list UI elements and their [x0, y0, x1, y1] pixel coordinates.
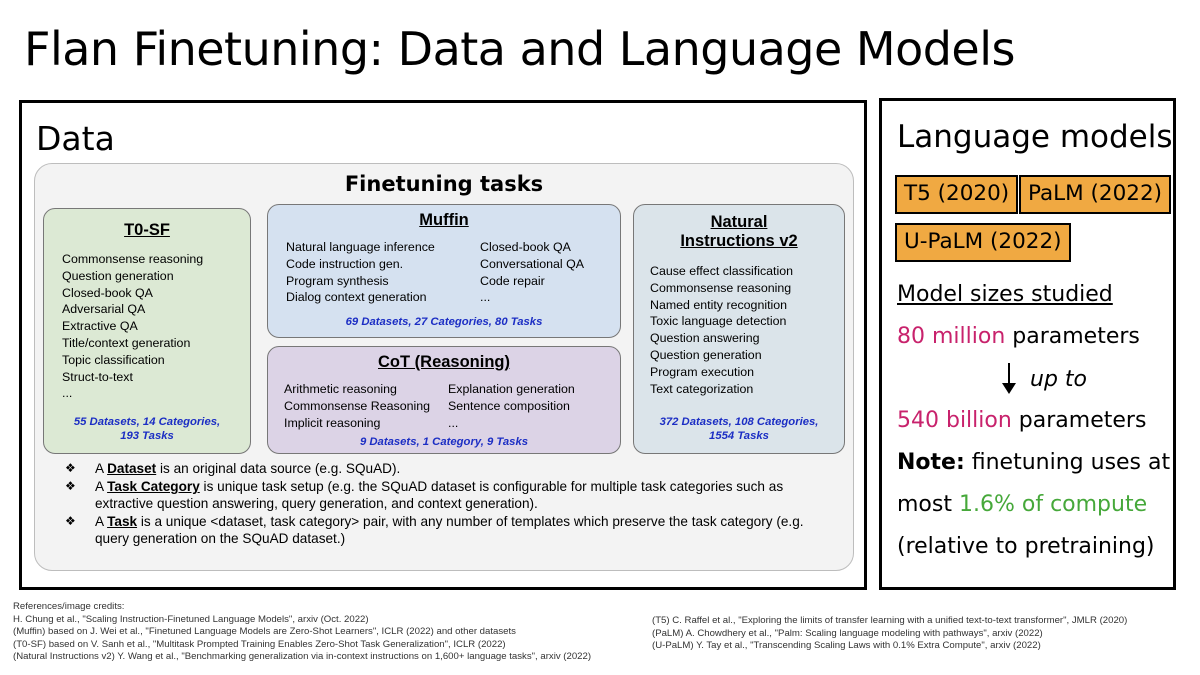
ni-title — [634, 213, 844, 251]
definitions-list — [65, 460, 825, 548]
reference-item: (T5) C. Raffel et al., "Exploring the limits of transfer learning with a unified text-to-text transformer", JMLR (2020) — [652, 615, 1128, 626]
definition-item — [65, 460, 825, 477]
t0sf-title: T0-SF — [124, 221, 170, 239]
ni-title-line2: Instructions v2 — [680, 232, 798, 250]
definition-term: Dataset — [107, 461, 157, 476]
list-item: Extractive QA — [62, 319, 138, 334]
note-line-3: (relative to pretraining) — [897, 534, 1155, 559]
natural-instructions-card — [633, 204, 845, 454]
reference-item: (U-PaLM) Y. Tay et al., "Transcending Scaling Laws with 0.1% Extra Compute", arxiv (2022) — [652, 640, 1041, 652]
data-panel — [19, 100, 867, 590]
list-item: Named entity recognition — [650, 297, 788, 312]
reference-item: (Muffin) based on J. Wei et al., "Finetuned Language Models are Zero-Shot Learners", ICLR (2022) and other datasets — [13, 626, 516, 638]
list-item: Question generation — [650, 347, 762, 362]
ni-footer-line2: 1554 Tasks — [709, 430, 769, 442]
definition-prefix: A — [95, 514, 108, 529]
reference-item: (PaLM) A. Chowdhery et al., "Palm: Scaling language modeling with pathways", arxiv (2022) — [652, 627, 1043, 639]
list-item: Conversational QA — [480, 256, 584, 271]
t0sf-footer — [44, 415, 250, 443]
list-item: Topic classification — [62, 352, 165, 367]
cot-card — [267, 346, 621, 454]
list-item: Question generation — [62, 268, 174, 283]
definition-item — [65, 513, 825, 547]
max-size-suffix: parameters — [1011, 408, 1147, 433]
definition-term: Task — [107, 514, 138, 529]
ni-footer — [634, 415, 844, 443]
muffin-title: Muffin — [419, 211, 469, 229]
up-to-label: up to — [1030, 367, 1087, 392]
list-item: Code repair — [480, 273, 545, 288]
diamond-bullet-icon: ❖ — [65, 514, 76, 528]
muffin-footer: 69 Datasets, 27 Categories, 80 Tasks — [345, 316, 543, 328]
t0sf-card — [43, 208, 251, 454]
definition-term: Task Category — [107, 479, 200, 494]
note-line-2 — [897, 491, 1147, 519]
list-item: Toxic language detection — [650, 314, 787, 329]
note-label: Note: — [897, 450, 965, 475]
definition-item — [65, 478, 825, 512]
diamond-bullet-icon: ❖ — [65, 461, 76, 475]
list-item: Natural language inference — [286, 240, 435, 254]
list-item: ... — [480, 290, 491, 305]
muffin-list-right — [480, 239, 584, 306]
list-item: ... — [62, 386, 73, 401]
list-item: Adversarial QA — [62, 302, 146, 317]
muffin-card — [267, 204, 621, 338]
cot-title: CoT (Reasoning) — [378, 353, 510, 371]
list-item: Commonsense reasoning — [650, 280, 792, 295]
t0sf-footer-line1: 55 Datasets, 14 Categories, — [73, 416, 221, 428]
slide-title: Flan Finetuning: Data and Language Models — [24, 22, 1015, 76]
data-heading: Data — [36, 119, 115, 158]
cot-list-left — [284, 381, 430, 431]
references-left — [13, 601, 591, 664]
list-item: Program synthesis — [286, 273, 389, 288]
list-item: Explanation generation — [448, 382, 575, 396]
max-size-value: 540 billion — [897, 408, 1012, 433]
cot-footer: 9 Datasets, 1 Category, 9 Tasks — [359, 436, 529, 448]
list-item: Code instruction gen. — [286, 256, 404, 271]
model-sizes-heading: Model sizes studied — [897, 282, 1113, 307]
t0sf-footer-line2: 193 Tasks — [120, 430, 174, 442]
list-item: Text categorization — [650, 381, 754, 396]
model-badge-palm: PaLM (2022) — [1019, 175, 1171, 214]
list-item: ... — [448, 415, 459, 430]
min-size-line — [897, 323, 1140, 351]
muffin-list-left — [286, 239, 435, 306]
list-item: Commonsense Reasoning — [284, 398, 431, 413]
language-models-heading: Language models — [897, 119, 1173, 155]
finetuning-tasks-title: Finetuning tasks — [344, 172, 544, 196]
cot-list-right — [448, 381, 575, 431]
definition-text: is a unique <dataset, task category> pair, with any number of templates which preserve the task category (e.g. query generation on the SQuAD dataset.) — [95, 514, 804, 546]
definition-text: is an original data source (e.g. SQuAD). — [156, 461, 401, 476]
list-item: Question answering — [650, 331, 760, 346]
min-size-value: 80 million — [897, 324, 1006, 349]
model-badge-upalm: U-PaLM (2022) — [895, 223, 1071, 262]
note-text-2: most — [897, 492, 959, 517]
definition-prefix: A — [95, 479, 108, 494]
list-item: Arithmetic reasoning — [284, 382, 397, 396]
reference-item: (Natural Instructions v2) Y. Wang et al., "Benchmarking generalization via in-context instructions on 1,600+ language tasks", arxiv (2022) — [13, 651, 592, 663]
definition-text: is unique task setup (e.g. the SQuAD dataset is configurable for multiple task categories such as extractive question answering, query generation, and context generation). — [95, 479, 784, 511]
diamond-bullet-icon: ❖ — [65, 479, 76, 493]
ni-list — [650, 263, 793, 397]
max-size-line — [897, 407, 1146, 435]
ni-footer-line1: 372 Datasets, 108 Categories, — [659, 416, 819, 428]
list-item: Title/context generation — [62, 335, 191, 350]
list-item: Struct-to-text — [62, 369, 133, 384]
model-badge-t5: T5 (2020) — [895, 175, 1018, 214]
list-item: Dialog context generation — [286, 290, 427, 305]
list-item: Implicit reasoning — [284, 415, 381, 430]
list-item: Closed-book QA — [480, 240, 571, 254]
t0sf-list — [62, 251, 203, 402]
reference-item: References/image credits: — [13, 601, 125, 612]
ni-title-line1: Natural — [710, 213, 768, 231]
note-text-1: finetuning uses at — [964, 450, 1171, 475]
references-right — [652, 615, 1127, 653]
list-item: Program execution — [650, 364, 754, 379]
down-arrow-head-icon — [1002, 383, 1016, 394]
min-size-suffix: parameters — [1005, 324, 1140, 349]
finetuning-tasks-box — [34, 163, 854, 571]
reference-item: H. Chung et al., "Scaling Instruction-Finetuned Language Models", arxiv (Oct. 2022) — [13, 613, 369, 625]
note-percent: 1.6% of compute — [958, 492, 1148, 517]
note-line-1 — [897, 449, 1170, 477]
reference-item: (T0-SF) based on V. Sanh et al., "Multitask Prompted Training Enables Zero-Shot Task Generalization", ICLR (2022) — [13, 638, 506, 650]
language-models-panel — [879, 98, 1176, 590]
definition-prefix: A — [95, 461, 108, 476]
list-item: Closed-book QA — [62, 285, 153, 300]
list-item: Commonsense reasoning — [62, 252, 204, 266]
list-item: Cause effect classification — [650, 264, 794, 278]
list-item: Sentence composition — [448, 398, 570, 413]
